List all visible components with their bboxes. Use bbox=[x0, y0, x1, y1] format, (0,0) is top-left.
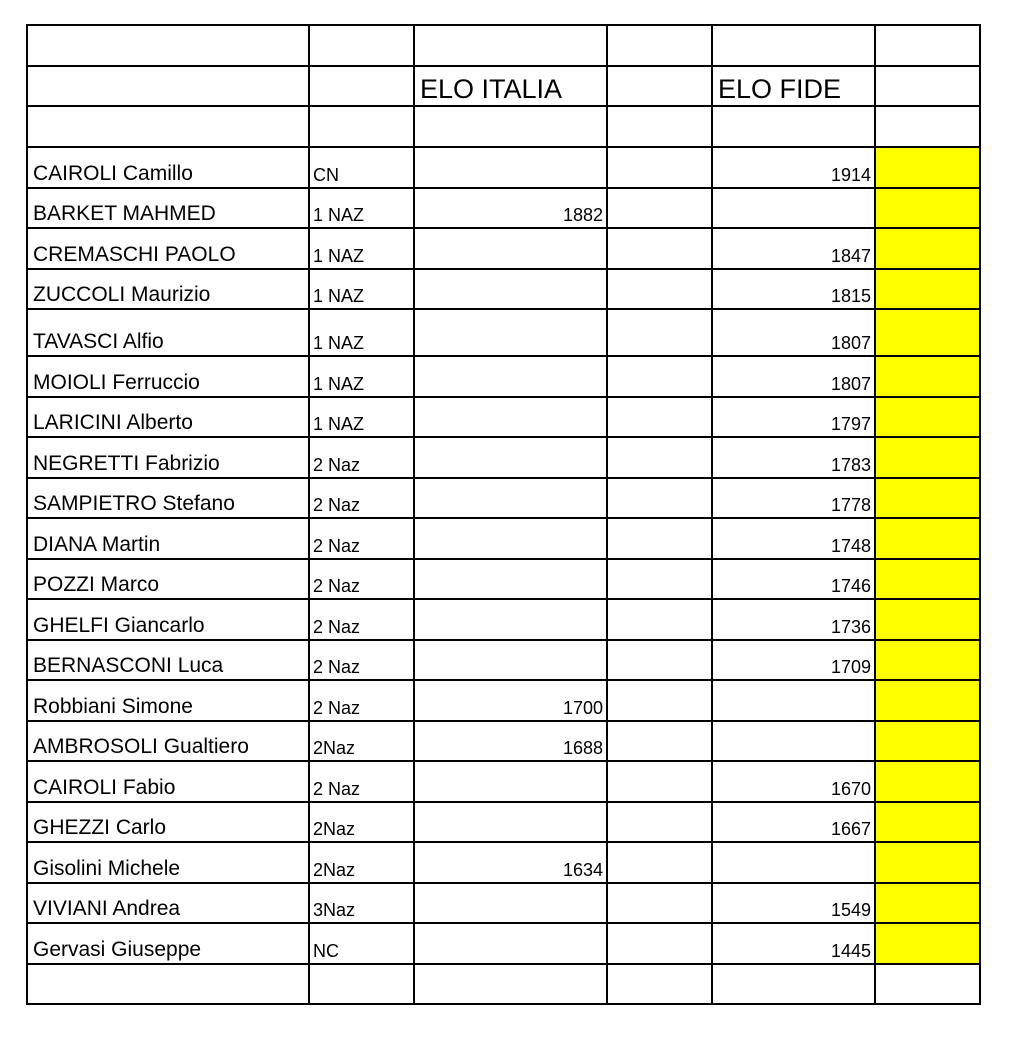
elo-fide-cell[interactable] bbox=[712, 188, 875, 229]
empty-cell[interactable] bbox=[607, 599, 712, 640]
highlight-cell[interactable] bbox=[875, 923, 980, 964]
elo-italia-cell[interactable] bbox=[414, 559, 607, 600]
cell[interactable] bbox=[607, 25, 712, 66]
player-category-cell[interactable]: 1 NAZ bbox=[309, 397, 414, 438]
player-category-cell[interactable]: 1 NAZ bbox=[309, 309, 414, 356]
player-name-cell[interactable]: POZZI Marco bbox=[27, 559, 309, 600]
empty-cell[interactable] bbox=[607, 721, 712, 762]
player-category-cell[interactable]: NC bbox=[309, 923, 414, 964]
highlight-cell[interactable] bbox=[875, 761, 980, 802]
cell[interactable] bbox=[27, 66, 309, 106]
player-category-cell[interactable]: 1 NAZ bbox=[309, 269, 414, 310]
elo-fide-cell[interactable]: 1549 bbox=[712, 883, 875, 924]
empty-cell[interactable] bbox=[607, 761, 712, 802]
player-row bbox=[27, 228, 980, 269]
elo-italia-cell[interactable] bbox=[414, 761, 607, 802]
player-category-cell[interactable]: 2Naz bbox=[309, 842, 414, 883]
player-category-cell[interactable]: 2Naz bbox=[309, 721, 414, 762]
empty-cell[interactable] bbox=[607, 269, 712, 310]
player-category-cell[interactable]: 2Naz bbox=[309, 802, 414, 843]
player-row bbox=[27, 761, 980, 802]
elo-italia-cell[interactable] bbox=[414, 147, 607, 188]
elo-fide-header[interactable]: ELO FIDE bbox=[712, 66, 875, 106]
player-name-cell[interactable]: CREMASCHI PAOLO bbox=[27, 228, 309, 269]
player-category-cell[interactable]: 1 NAZ bbox=[309, 356, 414, 397]
empty-cell[interactable] bbox=[607, 478, 712, 519]
elo-italia-cell[interactable]: 1634 bbox=[414, 842, 607, 883]
elo-italia-cell[interactable] bbox=[414, 599, 607, 640]
empty-cell[interactable] bbox=[607, 842, 712, 883]
empty-cell[interactable] bbox=[607, 309, 712, 356]
elo-fide-cell[interactable]: 1445 bbox=[712, 923, 875, 964]
player-row bbox=[27, 680, 980, 721]
highlight-cell[interactable] bbox=[875, 640, 980, 681]
player-category-cell[interactable]: 2 Naz bbox=[309, 640, 414, 681]
player-name-cell[interactable]: TAVASCI Alfio bbox=[27, 309, 309, 356]
highlight-cell[interactable] bbox=[875, 188, 980, 229]
player-category-cell[interactable]: 1 NAZ bbox=[309, 188, 414, 229]
cell[interactable] bbox=[607, 964, 712, 1004]
empty-cell[interactable] bbox=[607, 883, 712, 924]
elo-italia-cell[interactable] bbox=[414, 640, 607, 681]
player-name-cell[interactable]: MOIOLI Ferruccio bbox=[27, 356, 309, 397]
highlight-cell[interactable] bbox=[875, 842, 980, 883]
cell[interactable] bbox=[712, 964, 875, 1004]
empty-cell[interactable] bbox=[607, 147, 712, 188]
empty-cell[interactable] bbox=[607, 188, 712, 229]
cell[interactable] bbox=[607, 106, 712, 147]
elo-fide-cell[interactable] bbox=[712, 680, 875, 721]
elo-italia-cell[interactable] bbox=[414, 269, 607, 310]
player-row bbox=[27, 559, 980, 600]
elo-fide-cell[interactable]: 1797 bbox=[712, 397, 875, 438]
player-name-cell[interactable]: DIANA Martin bbox=[27, 518, 309, 559]
elo-fide-cell[interactable]: 1746 bbox=[712, 559, 875, 600]
highlight-cell[interactable] bbox=[875, 518, 980, 559]
elo-italia-cell[interactable]: 1882 bbox=[414, 188, 607, 229]
elo-fide-cell[interactable] bbox=[712, 721, 875, 762]
highlight-cell[interactable] bbox=[875, 599, 980, 640]
cell[interactable] bbox=[414, 964, 607, 1004]
empty-cell[interactable] bbox=[607, 640, 712, 681]
elo-fide-cell[interactable]: 1815 bbox=[712, 269, 875, 310]
cell[interactable] bbox=[27, 106, 309, 147]
cell[interactable] bbox=[414, 25, 607, 66]
cell[interactable] bbox=[712, 25, 875, 66]
elo-fide-cell[interactable]: 1748 bbox=[712, 518, 875, 559]
cell[interactable] bbox=[309, 25, 414, 66]
cell[interactable] bbox=[309, 106, 414, 147]
cell[interactable] bbox=[309, 66, 414, 106]
highlight-cell[interactable] bbox=[875, 356, 980, 397]
player-name-cell[interactable]: Robbiani Simone bbox=[27, 680, 309, 721]
empty-cell[interactable] bbox=[607, 923, 712, 964]
highlight-cell[interactable] bbox=[875, 309, 980, 356]
empty-cell[interactable] bbox=[607, 356, 712, 397]
cell[interactable] bbox=[27, 964, 309, 1004]
player-row bbox=[27, 518, 980, 559]
player-name-cell[interactable]: NEGRETTI Fabrizio bbox=[27, 437, 309, 478]
player-row bbox=[27, 309, 980, 356]
empty-cell[interactable] bbox=[607, 228, 712, 269]
elo-italia-cell[interactable]: 1700 bbox=[414, 680, 607, 721]
cell[interactable] bbox=[414, 106, 607, 147]
elo-italia-cell[interactable]: 1688 bbox=[414, 721, 607, 762]
player-category-cell[interactable]: 2 Naz bbox=[309, 761, 414, 802]
player-category-cell[interactable]: 2 Naz bbox=[309, 478, 414, 519]
elo-fide-cell[interactable]: 1670 bbox=[712, 761, 875, 802]
elo-italia-cell[interactable] bbox=[414, 518, 607, 559]
elo-ranking-table bbox=[26, 24, 981, 1005]
elo-italia-cell[interactable] bbox=[414, 883, 607, 924]
cell[interactable] bbox=[875, 25, 980, 66]
highlight-cell[interactable] bbox=[875, 680, 980, 721]
empty-cell[interactable] bbox=[607, 397, 712, 438]
player-row bbox=[27, 437, 980, 478]
elo-italia-cell[interactable] bbox=[414, 478, 607, 519]
elo-fide-cell[interactable]: 1807 bbox=[712, 356, 875, 397]
empty-cell[interactable] bbox=[607, 680, 712, 721]
empty-cell[interactable] bbox=[607, 802, 712, 843]
elo-italia-cell[interactable] bbox=[414, 923, 607, 964]
player-row bbox=[27, 397, 980, 438]
highlight-cell[interactable] bbox=[875, 883, 980, 924]
highlight-cell[interactable] bbox=[875, 437, 980, 478]
elo-fide-cell[interactable]: 1667 bbox=[712, 802, 875, 843]
player-row bbox=[27, 356, 980, 397]
player-category-cell[interactable]: 2 Naz bbox=[309, 559, 414, 600]
cell[interactable] bbox=[607, 66, 712, 106]
header-row bbox=[27, 66, 980, 106]
elo-fide-cell[interactable] bbox=[712, 842, 875, 883]
player-name-cell[interactable]: SAMPIETRO Stefano bbox=[27, 478, 309, 519]
player-name-cell[interactable]: ZUCCOLI Maurizio bbox=[27, 269, 309, 310]
elo-fide-cell[interactable]: 1807 bbox=[712, 309, 875, 356]
cell[interactable] bbox=[27, 25, 309, 66]
elo-fide-cell[interactable]: 1709 bbox=[712, 640, 875, 681]
player-name-cell[interactable]: Gisolini Michele bbox=[27, 842, 309, 883]
player-name-cell[interactable]: GHEZZI Carlo bbox=[27, 802, 309, 843]
player-row bbox=[27, 188, 980, 229]
player-row bbox=[27, 883, 980, 924]
player-name-cell[interactable]: Gervasi Giuseppe bbox=[27, 923, 309, 964]
player-name-cell[interactable]: VIVIANI Andrea bbox=[27, 883, 309, 924]
highlight-cell[interactable] bbox=[875, 269, 980, 310]
player-row bbox=[27, 640, 980, 681]
empty-cell[interactable] bbox=[607, 518, 712, 559]
player-name-cell[interactable]: CAIROLI Camillo bbox=[27, 147, 309, 188]
player-row bbox=[27, 147, 980, 188]
empty-row bbox=[27, 106, 980, 147]
cell[interactable] bbox=[712, 106, 875, 147]
empty-bottom-row bbox=[27, 964, 980, 1004]
elo-fide-cell[interactable]: 1914 bbox=[712, 147, 875, 188]
highlight-cell[interactable] bbox=[875, 147, 980, 188]
empty-top-row bbox=[27, 25, 980, 66]
cell[interactable] bbox=[875, 964, 980, 1004]
cell[interactable] bbox=[875, 66, 980, 106]
elo-fide-cell[interactable]: 1778 bbox=[712, 478, 875, 519]
highlight-cell[interactable] bbox=[875, 397, 980, 438]
player-name-cell[interactable]: GHELFI Giancarlo bbox=[27, 599, 309, 640]
player-row bbox=[27, 721, 980, 762]
elo-italia-header[interactable]: ELO ITALIA bbox=[414, 66, 607, 106]
player-category-cell[interactable]: 2 Naz bbox=[309, 680, 414, 721]
highlight-cell[interactable] bbox=[875, 721, 980, 762]
player-name-cell[interactable]: BERNASCONI Luca bbox=[27, 640, 309, 681]
elo-italia-cell[interactable] bbox=[414, 802, 607, 843]
player-name-cell[interactable]: AMBROSOLI Gualtiero bbox=[27, 721, 309, 762]
elo-italia-cell[interactable] bbox=[414, 309, 607, 356]
player-name-cell[interactable]: LARICINI Alberto bbox=[27, 397, 309, 438]
highlight-cell[interactable] bbox=[875, 478, 980, 519]
elo-italia-cell[interactable] bbox=[414, 228, 607, 269]
cell[interactable] bbox=[309, 964, 414, 1004]
highlight-cell[interactable] bbox=[875, 228, 980, 269]
player-category-cell[interactable]: 2 Naz bbox=[309, 518, 414, 559]
player-row bbox=[27, 269, 980, 310]
player-category-cell[interactable]: 3Naz bbox=[309, 883, 414, 924]
empty-cell[interactable] bbox=[607, 559, 712, 600]
empty-cell[interactable] bbox=[607, 437, 712, 478]
elo-italia-cell[interactable] bbox=[414, 437, 607, 478]
player-row bbox=[27, 802, 980, 843]
highlight-cell[interactable] bbox=[875, 559, 980, 600]
player-category-cell[interactable]: 2 Naz bbox=[309, 599, 414, 640]
player-category-cell[interactable]: 1 NAZ bbox=[309, 228, 414, 269]
player-row bbox=[27, 842, 980, 883]
player-name-cell[interactable]: BARKET MAHMED bbox=[27, 188, 309, 229]
elo-italia-cell[interactable] bbox=[414, 397, 607, 438]
player-category-cell[interactable]: 2 Naz bbox=[309, 437, 414, 478]
player-name-cell[interactable]: CAIROLI Fabio bbox=[27, 761, 309, 802]
elo-italia-cell[interactable] bbox=[414, 356, 607, 397]
player-row bbox=[27, 478, 980, 519]
cell[interactable] bbox=[875, 106, 980, 147]
elo-fide-cell[interactable]: 1783 bbox=[712, 437, 875, 478]
player-row bbox=[27, 923, 980, 964]
player-category-cell[interactable]: CN bbox=[309, 147, 414, 188]
player-row bbox=[27, 599, 980, 640]
highlight-cell[interactable] bbox=[875, 802, 980, 843]
elo-fide-cell[interactable]: 1847 bbox=[712, 228, 875, 269]
elo-fide-cell[interactable]: 1736 bbox=[712, 599, 875, 640]
